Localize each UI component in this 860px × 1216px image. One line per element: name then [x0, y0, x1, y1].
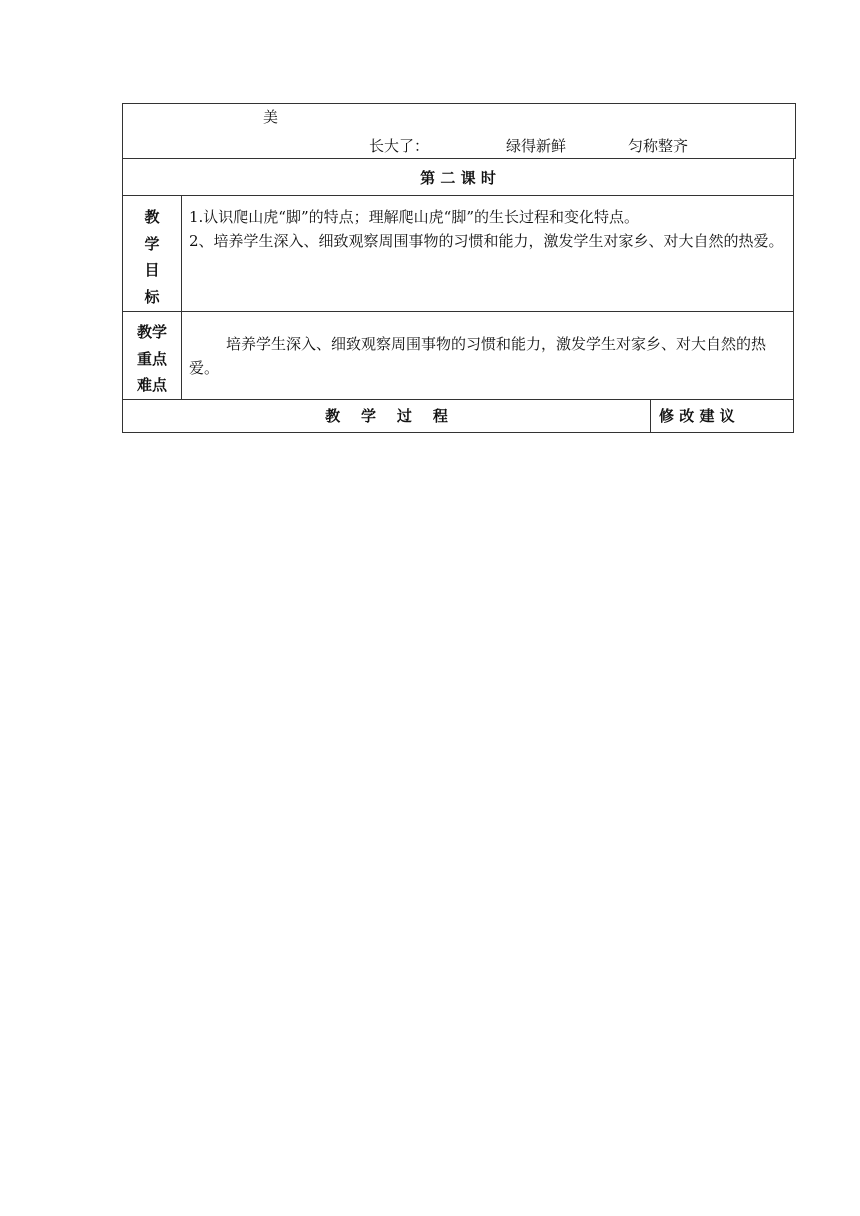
- top-note-item1: 绿得新鲜: [506, 137, 567, 155]
- goals-content: [189, 205, 787, 253]
- top-note-item2: 匀称整齐: [628, 137, 689, 155]
- goals-label-char: 学: [144, 234, 160, 253]
- goals-label-char: 标: [144, 287, 160, 306]
- row-divider-2: [123, 311, 793, 312]
- lesson-title: 第 二 课 时: [420, 169, 496, 187]
- process-header: 教 学 过 程: [325, 407, 448, 425]
- goal-item-1: 1.认识爬山虎“脚”的特点；理解爬山虎“脚”的生长过程和变化特点。: [189, 208, 639, 226]
- key-points-label-line: 难点: [136, 376, 167, 394]
- top-note-label: 长大了：: [369, 137, 430, 155]
- suggestion-header: 修 改 建 议: [659, 407, 735, 425]
- key-points-label-line: 教学: [136, 323, 167, 341]
- key-points-content: 培养学生深入、细致观察周围事物的习惯和能力，激发学生对家乡、对大自然的热爱。: [189, 335, 767, 377]
- row-divider-3: [123, 399, 793, 400]
- top-note-line1: 美: [263, 108, 279, 126]
- key-points-label-line: 重点: [136, 349, 167, 368]
- goals-label-char: 目: [144, 261, 160, 279]
- goals-label-char: 教: [144, 208, 160, 226]
- top-note-frame: [122, 103, 796, 159]
- row-divider-1: [123, 195, 793, 196]
- key-points-label: [123, 319, 181, 399]
- lesson-table: [122, 158, 794, 433]
- goals-label: [123, 204, 181, 310]
- suggestion-column-divider: [650, 399, 651, 432]
- goal-item-2: 2、培养学生深入、细致观察周围事物的习惯和能力，激发学生对家乡、对大自然的热爱。: [189, 232, 784, 250]
- label-column-divider: [181, 195, 182, 399]
